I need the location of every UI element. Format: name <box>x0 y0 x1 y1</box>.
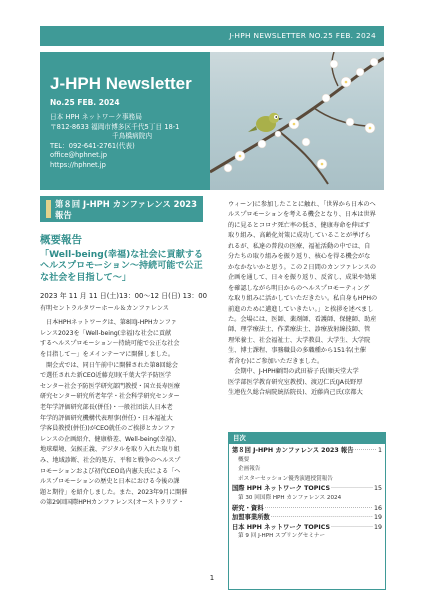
body-line: 取り組み、高齢化対策に成功していることが挙げら <box>228 232 371 240</box>
body-line: ロモーションおよび初代CEO島内憲夫氏による「ヘ <box>40 467 181 475</box>
theme-line: 「Well-being(幸福)な社会に貢献する <box>40 250 204 260</box>
toc-entry[interactable] <box>232 504 382 514</box>
body-line: 研究センター研究所老年学・社会科学研究センター <box>40 393 180 401</box>
plum-blossom-illustration <box>210 52 384 190</box>
article-right-column <box>228 200 386 399</box>
body-line: 学客員教授(併任))がCEO就任のご挨拶とカンファ <box>40 425 176 433</box>
toc-entry[interactable] <box>232 484 382 494</box>
toc-entry[interactable] <box>232 523 382 533</box>
email-line: office@hphnet.jp <box>50 151 107 160</box>
toc-leader-dots <box>331 484 373 494</box>
toc-entry-label: 加盟事業所数 <box>232 514 270 522</box>
toc-entry-page: 1 <box>377 447 382 454</box>
toc-entry[interactable] <box>232 446 382 456</box>
body-line: た。会場には、医師、薬剤師、看護師、保健師、助産 <box>228 315 377 323</box>
body-line: ルスプロモーションの歴史と日本における今後の課 <box>40 478 180 486</box>
plum-blossom-bird-photo <box>210 52 384 190</box>
body-line: レンスの企画紹介、健康格差、Well-being(幸福)、 <box>40 435 181 443</box>
theme-line: な社会を目指して～」 <box>40 272 131 283</box>
body-line: ウィーン)に参加したことに触れ、「世界から日本のへ <box>228 201 376 208</box>
toc-entry-page: 15 <box>373 485 382 493</box>
body-line: を確認しながら明日からのヘルスプロモーティング <box>228 284 370 292</box>
toc-entry-page: 19 <box>373 514 382 522</box>
conference-venue: 有明セントラルタワーホール＆カンファレンス <box>40 305 169 313</box>
toc-entry-label: 日本 HPH ネットワーク TOPICS <box>232 523 330 531</box>
table-of-contents <box>228 432 386 590</box>
toc-leader-dots <box>271 513 373 523</box>
body-line: 的に見るとコロナ死亡率の低さ、健康寿命を伸ばす <box>228 221 371 229</box>
body-line: 年学的評価研究機構代表理事(併任)・日本福祉大 <box>40 414 173 422</box>
body-line: かなかないかと思う。この２日間のカンファレンスの <box>228 263 377 271</box>
office-address <box>50 113 179 171</box>
body-line: な取り組みに活かしていただきたい。私自身もHPHの <box>228 295 378 303</box>
body-line: 者含む)にご参加いただきました。 <box>228 357 324 365</box>
body-line: 開会式では、同日午前中に開催された第8回総会 <box>40 361 178 369</box>
article-body-left <box>40 318 206 509</box>
issue-label: No.25 FEB. 2024 <box>50 98 120 107</box>
newsletter-header-bar <box>40 26 384 46</box>
article-left-column <box>40 232 206 509</box>
address-line: 千鳥橋病院内 <box>112 132 153 141</box>
toc-entry-label: 研究・資料 <box>232 504 264 512</box>
section-heading <box>40 196 203 222</box>
body-line: 地球環境、気候正義、デジタルを取り入れた取り組 <box>40 446 180 454</box>
website-line: https://hphnet.jp <box>50 160 106 169</box>
toc-subentry[interactable]: 企画報告 <box>238 466 261 473</box>
body-line: 師、理学療法士、作業療法士、診療放射線技師、管 <box>228 326 371 334</box>
article-body-right <box>228 200 386 399</box>
theme-line: ヘルスプロモーション～持続可能で公正 <box>40 261 203 272</box>
section-heading-line: 第８回 J-HPH カンファレンス 2023 <box>55 199 197 209</box>
body-line: するヘルスプロモーション～持続可能で公正な社会 <box>40 340 180 348</box>
toc-leader-dots <box>264 504 373 514</box>
body-line: で選任された新CEO近藤克則(千葉大学予防医学 <box>40 372 172 380</box>
toc-leader-dots <box>331 523 373 533</box>
toc-leader-dots <box>355 446 377 456</box>
body-line: 日本HPHネットワークは、第8回J-HPHカンファ <box>40 319 177 327</box>
newsletter-title: J-HPH Newsletter <box>50 74 192 93</box>
phone-line: TEL：092-641-2761(代表) <box>50 141 135 150</box>
section-heading-text <box>55 199 197 220</box>
toc-subentry[interactable]: 概要 <box>238 456 250 463</box>
body-line: 老年学評価研究部長(併任)・一般社団法人日本老 <box>40 403 173 411</box>
body-line: の第29回国際HPHカンファレンス(オーストラリア・ <box>40 499 185 507</box>
toc-entry-page: 16 <box>373 504 382 512</box>
body-line: 理栄養士、社会福祉士、大学教員、大学生、大学院 <box>228 336 371 344</box>
header-bar-text: J-HPH NEWSLETTER NO.25 FEB. 2024 <box>229 31 376 40</box>
body-line: ルスプロモーションを考える機会となり、日本は世界 <box>228 211 376 219</box>
body-line: 企画を通して、日々を振り返り、反省し、成果や効果 <box>228 274 377 282</box>
body-line: み、地域診断、社会的処方、平和と戦争のヘルスプ <box>40 456 181 464</box>
body-line: 生、博士課程、事務職員の多職種から151名(主催 <box>228 347 366 355</box>
toc-entry-label: 第８回 J-HPH カンファレンス 2023 報告 <box>232 447 354 454</box>
address-line: 日本 HPH ネットワーク事務局 <box>50 113 142 121</box>
body-line: れるが、私達の普段の医療、福祉活動の中では、自 <box>228 242 371 250</box>
body-line: 生連佐久総合病院統括院長)、近藤尚己氏(京都大 <box>228 389 363 397</box>
toc-entry-page: 19 <box>373 523 382 531</box>
body-line: 題と期待」を紹介しました。また、2023年9月に開催 <box>40 488 188 496</box>
body-line: 分たちの取り組みを振り返り、核心を得る機会がな <box>228 253 371 261</box>
hero-banner <box>40 52 384 190</box>
conference-theme <box>40 250 206 284</box>
toc-entry[interactable] <box>232 513 382 523</box>
body-line: を目指して～」をメインテーマに開催しました。 <box>40 351 174 358</box>
body-line: レンス2023を「Well-being(幸福)な社会に貢献 <box>40 329 172 337</box>
section-heading-line: 報告 <box>55 209 72 220</box>
section-heading-accent <box>46 200 51 218</box>
report-heading: 概要報告 <box>40 234 82 246</box>
toc-subentry[interactable]: ポスターセッション優秀演題授賞報告 <box>238 475 333 482</box>
toc-list <box>232 446 382 542</box>
toc-subentry[interactable]: 第 30 回国際 HPH カンファレンス 2024 <box>238 494 342 501</box>
body-line: 前進のために邁進していきたい。」と挨拶を述べまし <box>228 305 374 313</box>
body-line: 医学部医学教育研究室教授)、渡辺仁氏(JA長野厚 <box>228 378 363 386</box>
conference-datetime: 2023 年 11 月 11 日(土)13：00～12 日(日) 13：00 <box>40 292 208 301</box>
address-line: 〒812-8633 福岡市博多区千代5丁目 18-1 <box>50 122 180 131</box>
body-line: センター社会予防医学研究部門教授・国立長寿医療 <box>40 382 180 390</box>
toc-title: 目次 <box>229 433 385 444</box>
toc-subentry[interactable]: 第 9 回 J-HPH スプリングセミナー <box>238 533 326 540</box>
body-line: 会期中、J-HPH顧問の武田裕子氏(順天堂大学 <box>228 368 359 376</box>
toc-entry-label: 国際 HPH ネットワーク TOPICS <box>232 485 330 493</box>
page-number: 1 <box>209 574 215 582</box>
